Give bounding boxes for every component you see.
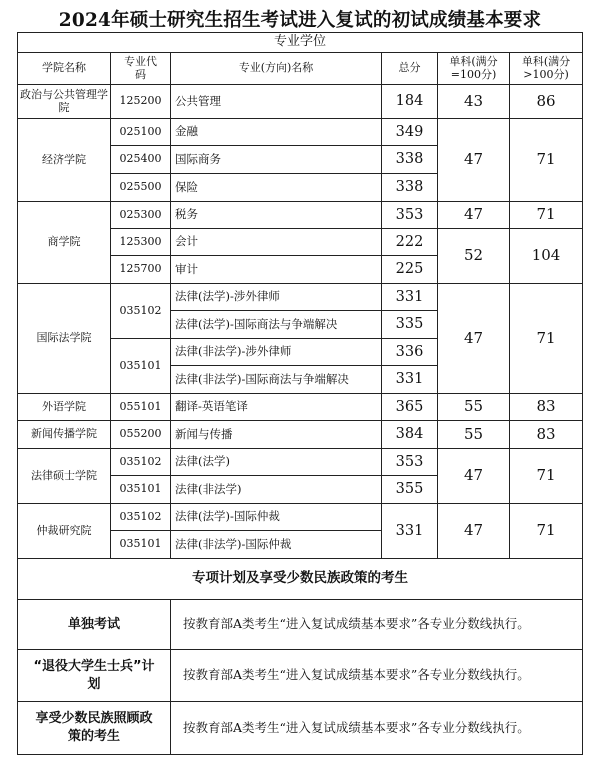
school-name: 法律硕士学院: [18, 449, 111, 504]
total-score: 222: [382, 229, 438, 256]
section-row: [18, 33, 583, 53]
special-section-row: [18, 559, 583, 600]
total-score: 225: [382, 256, 438, 284]
major-name: 审计: [171, 256, 382, 284]
single-100-score: 52: [438, 229, 510, 284]
major-code: 125700: [111, 256, 171, 284]
total-score: 331: [382, 284, 438, 311]
table-row: [18, 394, 583, 421]
single-gt100-score: 83: [510, 421, 583, 449]
table-row: [18, 421, 583, 449]
single-100-score: 55: [438, 421, 510, 449]
special-rule: 按教育部A类考生“进入复试成绩基本要求”各专业分数线执行。: [171, 702, 583, 755]
total-score: 355: [382, 476, 438, 504]
table-row: [18, 202, 583, 229]
major-name: 金融: [171, 119, 382, 146]
school-name: 经济学院: [18, 119, 111, 202]
major-code: 125200: [111, 85, 171, 119]
major-name: 法律(法学)-国际商法与争端解决: [171, 311, 382, 339]
total-score: 353: [382, 449, 438, 476]
school-name: 国际法学院: [18, 284, 111, 394]
score-table: [17, 32, 583, 755]
total-score: 331: [382, 504, 438, 559]
single-gt100-score: 71: [510, 284, 583, 394]
total-score: 184: [382, 85, 438, 119]
header-school: 学院名称: [18, 53, 111, 85]
total-score: 349: [382, 119, 438, 146]
header-single-gt100: 单科(满分>100分): [510, 53, 583, 85]
school-name: 新闻传播学院: [18, 421, 111, 449]
header-major: 专业(方向)名称: [171, 53, 382, 85]
special-section-title: 专项计划及享受少数民族政策的考生: [18, 559, 583, 600]
special-row: [18, 650, 583, 702]
major-code: 025300: [111, 202, 171, 229]
single-100-score: 47: [438, 504, 510, 559]
single-100-score: 47: [438, 119, 510, 202]
major-name: 公共管理: [171, 85, 382, 119]
major-code: 125300: [111, 229, 171, 256]
total-score: 335: [382, 311, 438, 339]
major-code: 055200: [111, 421, 171, 449]
major-name: 法律(非法学): [171, 476, 382, 504]
single-100-score: 47: [438, 449, 510, 504]
major-code: 035102: [111, 504, 171, 531]
table-row: [18, 449, 583, 476]
major-code: 035102: [111, 284, 171, 339]
special-label: 单独考试: [18, 600, 171, 650]
special-label: “退役大学生士兵”计划: [18, 650, 171, 702]
single-gt100-score: 86: [510, 85, 583, 119]
major-name: 保险: [171, 174, 382, 202]
total-score: 331: [382, 366, 438, 394]
single-gt100-score: 83: [510, 394, 583, 421]
single-gt100-score: 71: [510, 504, 583, 559]
special-row: [18, 702, 583, 755]
page-title: 2024年硕士研究生招生考试进入复试的初试成绩基本要求: [58, 10, 542, 31]
major-code: 035101: [111, 339, 171, 394]
special-rule: 按教育部A类考生“进入复试成绩基本要求”各专业分数线执行。: [171, 600, 583, 650]
table-row: [18, 284, 583, 311]
major-code: 025400: [111, 146, 171, 174]
major-name: 翻译-英语笔译: [171, 394, 382, 421]
major-name: 国际商务: [171, 146, 382, 174]
single-100-score: 43: [438, 85, 510, 119]
table-row: [18, 119, 583, 146]
total-score: 336: [382, 339, 438, 366]
total-score: 384: [382, 421, 438, 449]
special-row: [18, 600, 583, 650]
special-rule: 按教育部A类考生“进入复试成绩基本要求”各专业分数线执行。: [171, 650, 583, 702]
major-name: 新闻与传播: [171, 421, 382, 449]
school-name: 仲裁研究院: [18, 504, 111, 559]
major-code: 055101: [111, 394, 171, 421]
single-gt100-score: 71: [510, 202, 583, 229]
major-name: 法律(法学)-国际仲裁: [171, 504, 382, 531]
total-score: 353: [382, 202, 438, 229]
single-gt100-score: 71: [510, 119, 583, 202]
table-row: [18, 85, 583, 119]
table-row: [18, 504, 583, 531]
major-code: 035102: [111, 449, 171, 476]
major-name: 法律(法学): [171, 449, 382, 476]
school-name: 政治与公共管理学院: [18, 85, 111, 119]
school-name: 外语学院: [18, 394, 111, 421]
major-code: 035101: [111, 531, 171, 559]
major-name: 税务: [171, 202, 382, 229]
major-name: 法律(非法学)-涉外律师: [171, 339, 382, 366]
header-total: 总分: [382, 53, 438, 85]
single-gt100-score: 71: [510, 449, 583, 504]
single-100-score: 47: [438, 284, 510, 394]
single-100-score: 55: [438, 394, 510, 421]
header-row: [18, 53, 583, 85]
major-name: 法律(非法学)-国际仲裁: [171, 531, 382, 559]
school-name: 商学院: [18, 202, 111, 284]
single-gt100-score: 104: [510, 229, 583, 284]
total-score: 338: [382, 174, 438, 202]
total-score: 338: [382, 146, 438, 174]
major-name: 法律(法学)-涉外律师: [171, 284, 382, 311]
major-code: 025100: [111, 119, 171, 146]
header-code: 专业代码: [111, 53, 171, 85]
major-code: 035101: [111, 476, 171, 504]
major-code: 025500: [111, 174, 171, 202]
total-score: 365: [382, 394, 438, 421]
section-title: 专业学位: [18, 33, 583, 53]
major-name: 会计: [171, 229, 382, 256]
single-100-score: 47: [438, 202, 510, 229]
special-label: 享受少数民族照顾政策的考生: [18, 702, 171, 755]
major-name: 法律(非法学)-国际商法与争端解决: [171, 366, 382, 394]
header-single-100: 单科(满分=100分): [438, 53, 510, 85]
